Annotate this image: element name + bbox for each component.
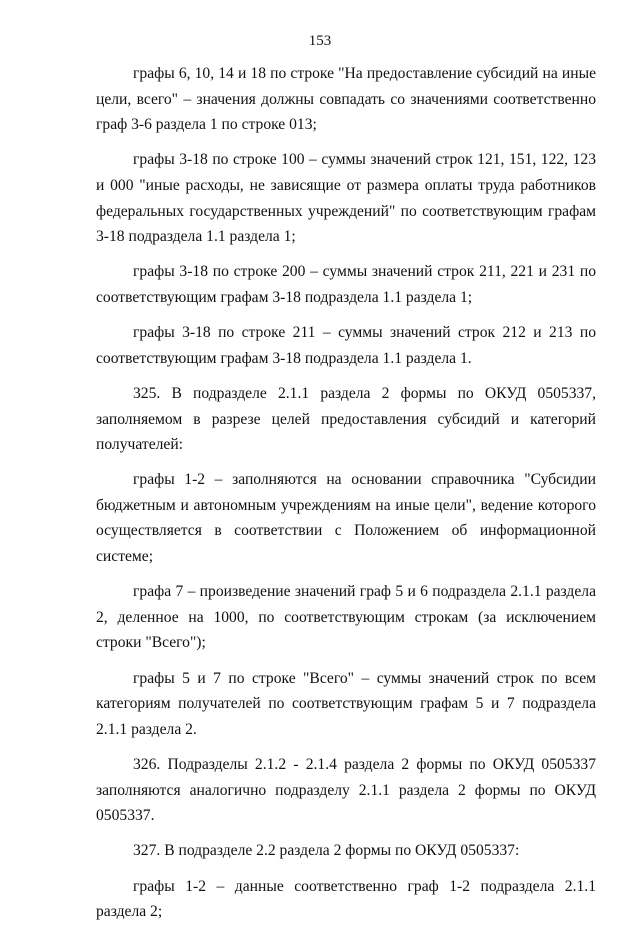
paragraph: 326. Подразделы 2.1.2 - 2.1.4 раздела 2 формы по ОКУД 0505337 заполняются аналогично подразделу 2.1.1 раздела 2 формы по ОКУД 0505337.: [96, 756, 596, 825]
paragraph: графы 3-18 по строке 200 – суммы значений строк 211, 221 и 231 по соответствующим графам 3-18 подраздела 1.1 раздела 1;: [96, 263, 596, 306]
paragraph: графы 6, 10, 14 и 18 по строке "На предоставление субсидий на иные цели, всего" – значения должны совпадать со значениями соответственно граф 3-6 раздела 1 по строке 013;: [96, 65, 596, 134]
page-number: 153: [308, 33, 332, 49]
paragraph: графа 7 – произведение значений граф 5 и 6 подраздела 2.1.1 раздела 2, деленное на 1000, по соответствующим строкам (за исключением строки "Всего");: [96, 583, 596, 652]
paragraph: графы 1-2 – данные соответственно граф 1-2 подраздела 2.1.1 раздела 2;: [96, 877, 596, 921]
paragraph: графы 3-18 по строке 100 – суммы значений строк 121, 151, 122, 123 и 000 "иные расходы, не зависящие от размера оплаты труда работников федеральных государственных учреждений" по соответствующим графам 3-18 подраздела 1.1 раздела 1;: [96, 151, 596, 246]
paragraph: графы 1-2 – заполняются на основании справочника "Субсидии бюджетным и автономным учреждениям на иные цели", ведение которого осуществляется в соответствии с Положением об информационной системе;: [96, 471, 596, 566]
paragraph: 327. В подразделе 2.2 раздела 2 формы по ОКУД 0505337:: [133, 842, 520, 860]
paragraph: 325. В подразделе 2.1.1 раздела 2 формы по ОКУД 0505337, заполняемом в разрезе целей предоставления субсидий и категорий получателей:: [96, 384, 596, 454]
paragraph: графы 5 и 7 по строке "Всего" – суммы значений строк по всем категориям получателей по соответствующим графам 5 и 7 подраздела 2.1.1 раздела 2.: [96, 669, 596, 738]
document-body: [96, 61, 596, 934]
paragraph: графы 3-18 по строке 211 – суммы значений строк 212 и 213 по соответствующим графам 3-18 подраздела 1.1 раздела 1.: [96, 324, 596, 367]
